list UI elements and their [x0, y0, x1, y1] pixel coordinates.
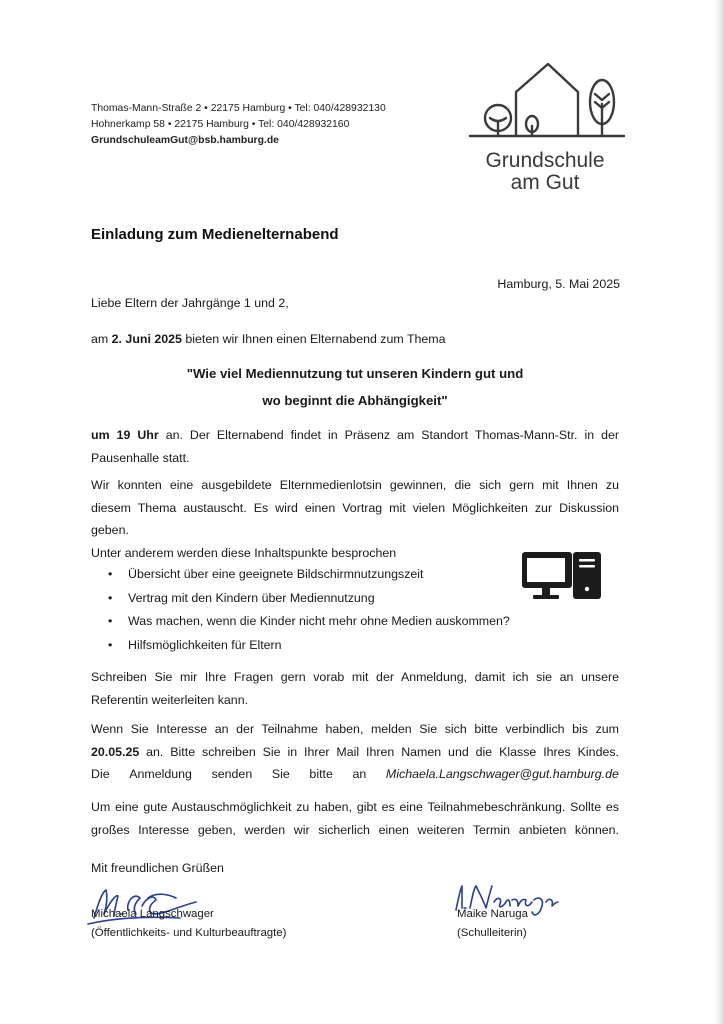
time-line-1	[91, 424, 619, 447]
questions-paragraph	[91, 666, 619, 711]
limitation-paragraph	[91, 796, 619, 841]
register-line-3	[91, 763, 619, 786]
topic-line-1: "Wie viel Mediennutzung tut unseren Kindern gut und	[186, 366, 524, 381]
registration-paragraph	[91, 718, 619, 786]
address-line-2: Hohnerkamp 58 • 22175 Hamburg • Tel: 040/428932160	[91, 119, 350, 130]
address-line-1: Thomas-Mann-Straße 2 • 22175 Hamburg • Tel: 040/428932130	[91, 103, 386, 114]
registration-email-link[interactable]: Michaela.Langschwager@gut.hamburg.de	[385, 767, 619, 781]
topic-line-2: wo beginnt die Abhängigkeit"	[262, 393, 448, 408]
signer-left-name: Michaela Langschwager	[91, 908, 214, 920]
time-paragraph	[91, 424, 619, 469]
bullet-icon: •	[108, 614, 113, 628]
speaker-line-3: geben.	[91, 523, 129, 537]
time-line-2: Pausenhalle statt.	[91, 450, 190, 465]
closing: Mit freundlichen Grüßen	[91, 861, 224, 875]
points-intro: Unter anderem werden diese Inhaltspunkte besprochen	[91, 545, 397, 560]
school-address-block	[91, 101, 386, 149]
list-item	[108, 610, 510, 634]
register-word: Die	[91, 767, 110, 781]
scan-edge-shadow	[714, 0, 724, 1024]
letter-title: Einladung zum Medienelternabend	[91, 226, 339, 243]
register-word: Anmeldung	[129, 767, 192, 781]
content-points-list	[108, 563, 510, 657]
signer-right-role: (Schulleiterin)	[457, 927, 527, 939]
letter-date: Hamburg, 5. Mai 2025	[497, 277, 620, 291]
event-date: 2. Juni 2025	[111, 332, 182, 346]
register-line-1: Wenn Sie Interesse an der Teilnahme haben, melden Sie sich bitte verbindlich bis zum	[91, 722, 619, 736]
signer-right-name: Maike Naruga	[457, 908, 528, 920]
register-word: senden	[211, 767, 253, 781]
salutation: Liebe Eltern der Jahrgänge 1 und 2,	[91, 296, 289, 310]
signer-left-role: (Öffentlichkeits- und Kulturbeauftragte)	[91, 927, 287, 939]
list-item-text: Vertrag mit den Kindern über Mediennutzung	[128, 590, 375, 605]
signature-left-block	[91, 905, 286, 943]
logo-line-2: am Gut	[510, 171, 580, 194]
intro-suffix: bieten wir Ihnen einen Elternabend zum Thema	[181, 332, 446, 346]
questions-line-2: Referentin weiterleiten kann.	[91, 692, 249, 707]
intro-prefix: am	[91, 332, 112, 346]
logo-line-1: Grundschule	[485, 149, 605, 172]
list-item	[108, 563, 510, 587]
school-logo-wordmark	[466, 150, 624, 194]
list-item-text: Hilfsmöglichkeiten für Eltern	[128, 637, 282, 652]
list-item-text: Was machen, wenn die Kinder nicht mehr ohne Medien auskommen?	[128, 614, 510, 628]
event-topic	[91, 360, 619, 414]
speaker-line-2: diesem Thema austauscht. Es wird einen Vortrag mit vielen Möglichkeiten zur Diskussion	[91, 500, 619, 515]
list-item-text: Übersicht über eine geeignete Bildschirmnutzungszeit	[128, 567, 424, 581]
register-word: an	[352, 767, 367, 781]
registration-deadline: 20.05.25	[91, 744, 140, 759]
speaker-line-1: Wir konnten eine ausgebildete Elternmedienlotsin gewinnen, die sich gern mit Ihnen zu	[91, 478, 619, 492]
register-word: bitte	[309, 767, 333, 781]
register-line-2-rest: an. Bitte schreiben Sie in Ihrer Mail Ihren Namen und die Klasse Ihres Kindes.	[139, 744, 619, 759]
school-email: GrundschuleamGut@bsb.hamburg.de	[91, 135, 279, 146]
limit-line-2: großes Interesse geben, werden wir sicherlich einen weiteren Termin anbieten können.	[91, 822, 619, 837]
intro-paragraph	[91, 328, 619, 351]
register-line-2	[91, 741, 619, 764]
bullet-icon: •	[108, 590, 113, 605]
questions-line-1: Schreiben Sie mir Ihre Fragen gern vorab mit der Anmeldung, damit ich sie an unsere	[91, 670, 619, 684]
list-item	[108, 634, 510, 658]
event-time: um 19 Uhr	[91, 428, 159, 442]
bullet-icon: •	[108, 567, 113, 581]
bullet-icon: •	[108, 637, 113, 652]
school-logo-house-trees-icon	[466, 58, 626, 150]
time-rest-line-1: an. Der Elternabend findet in Präsenz am Standort Thomas-Mann-Str. in der	[158, 428, 620, 442]
limit-line-1: Um eine gute Austauschmöglichkeit zu haben, gibt es eine Teilnahmebeschränkung. Sollte es	[91, 800, 619, 814]
desktop-computer-icon	[520, 551, 602, 603]
register-word: Sie	[271, 767, 290, 781]
list-item	[108, 587, 510, 611]
signature-right-block	[457, 905, 528, 943]
